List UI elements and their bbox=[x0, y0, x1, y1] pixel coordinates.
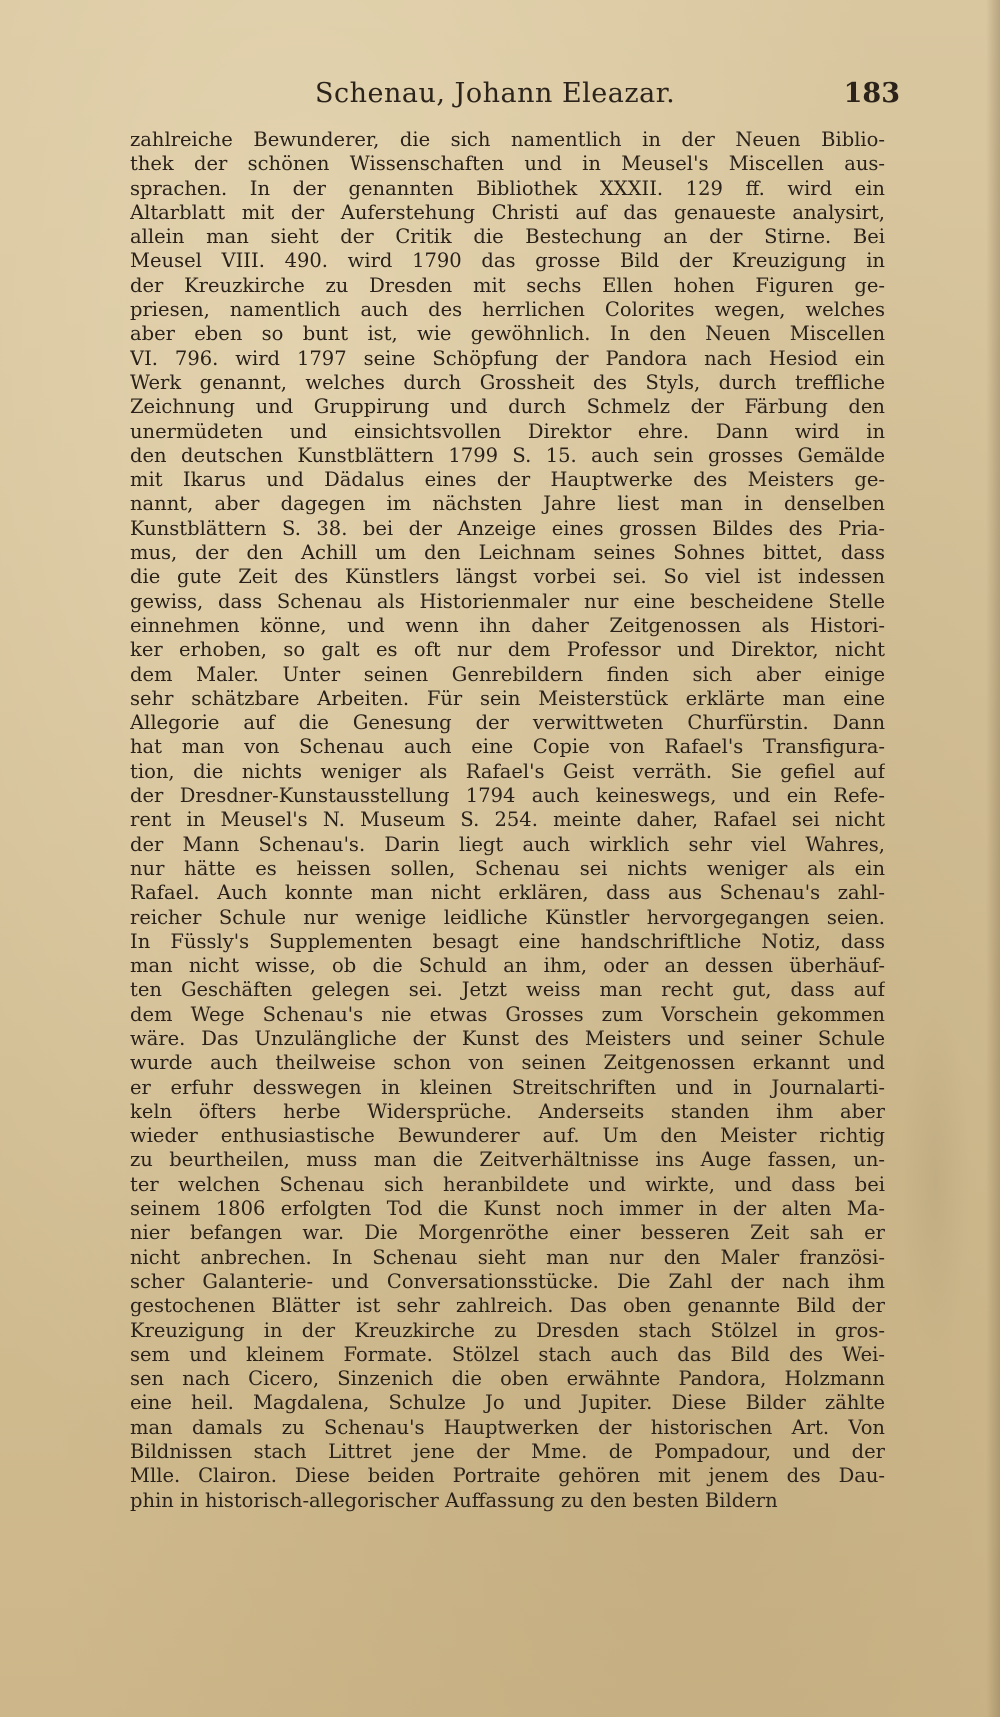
text-line: sem und kleinem Formate. Stölzel stach auch das Bild des Wei- bbox=[130, 1342, 885, 1366]
text-line: mus, der den Achill um den Leichnam seines Sohnes bittet, dass bbox=[130, 541, 885, 565]
text-line: nannt, aber dagegen im nächsten Jahre liest man in denselben bbox=[130, 492, 885, 516]
text-line: aber eben so bunt ist, wie gewöhnlich. In den Neuen Miscellen bbox=[130, 322, 885, 346]
text-line: dem Maler. Unter seinen Genrebildern finden sich aber einige bbox=[130, 662, 885, 686]
text-line: In Füssly's Supplementen besagt eine handschriftliche Notiz, dass bbox=[130, 929, 885, 953]
text-line: scher Galanterie- und Conversationsstücke. Die Zahl der nach ihm bbox=[130, 1269, 885, 1293]
text-line: der Kreuzkirche zu Dresden mit sechs Ellen hohen Figuren ge- bbox=[130, 273, 885, 297]
text-line: ker erhoben, so galt es oft nur dem Professor und Direktor, nicht bbox=[130, 638, 885, 662]
text-line: Allegorie auf die Genesung der verwittweten Churfürstin. Dann bbox=[130, 711, 885, 735]
text-line: er erfuhr desswegen in kleinen Streitschriften und in Journalarti- bbox=[130, 1075, 885, 1099]
text-line: Mlle. Clairon. Diese beiden Portraite gehören mit jenem des Dau- bbox=[130, 1464, 885, 1488]
page-header bbox=[120, 70, 900, 114]
text-line: Werk genannt, welches durch Grossheit des Styls, durch treffliche bbox=[130, 370, 885, 394]
text-line: wurde auch theilweise schon von seinen Zeitgenossen erkannt und bbox=[130, 1051, 885, 1075]
text-line: zu beurtheilen, muss man die Zeitverhältnisse ins Auge fassen, un- bbox=[130, 1148, 885, 1172]
text-line: zahlreiche Bewunderer, die sich namentlich in der Neuen Biblio- bbox=[130, 128, 885, 151]
paper-stain bbox=[900, 1000, 970, 1360]
text-line: sprachen. In der genannten Bibliothek XXXII. 129 ff. wird ein bbox=[130, 176, 885, 200]
text-line: hat man von Schenau auch eine Copie von Rafael's Transfigura- bbox=[130, 735, 885, 759]
text-line: der Mann Schenau's. Darin liegt auch wirklich sehr viel Wahres, bbox=[130, 832, 885, 856]
text-line: der Dresdner-Kunstausstellung 1794 auch keineswegs, und ein Refe- bbox=[130, 784, 885, 808]
text-line: seinem 1806 erfolgten Tod die Kunst noch immer in der alten Ma- bbox=[130, 1197, 885, 1221]
page-number: 183 bbox=[843, 78, 900, 109]
text-line: eine heil. Magdalena, Schulze Jo und Jupiter. Diese Bilder zählte bbox=[130, 1391, 885, 1415]
text-line: nicht anbrechen. In Schenau sieht man nur den Maler französi- bbox=[130, 1245, 885, 1269]
text-line: gestochenen Blätter ist sehr zahlreich. Das oben genannte Bild der bbox=[130, 1294, 885, 1318]
text-line: einnehmen könne, und wenn ihn daher Zeitgenossen als Histori- bbox=[130, 613, 885, 637]
text-line: keln öfters herbe Widersprüche. Anderseits standen ihm aber bbox=[130, 1099, 885, 1123]
text-line: gewiss, dass Schenau als Historienmaler nur eine bescheidene Stelle bbox=[130, 589, 885, 613]
text-line: nur hätte es heissen sollen, Schenau sei nichts weniger als ein bbox=[130, 856, 885, 880]
text-line: Rafael. Auch konnte man nicht erklären, dass aus Schenau's zahl- bbox=[130, 881, 885, 905]
text-line: Altarblatt mit der Auferstehung Christi auf das genaueste analysirt, bbox=[130, 200, 885, 224]
text-line: man damals zu Schenau's Hauptwerken der historischen Art. Von bbox=[130, 1415, 885, 1439]
text-line: die gute Zeit des Künstlers längst vorbei sei. So viel ist indessen bbox=[130, 565, 885, 589]
text-line: mit Ikarus und Dädalus eines der Hauptwerke des Meisters ge- bbox=[130, 468, 885, 492]
text-line: Zeichnung und Gruppirung und durch Schmelz der Färbung den bbox=[130, 395, 885, 419]
text-line: priesen, namentlich auch des herrlichen Colorites wegen, welches bbox=[130, 298, 885, 322]
text-line: unermüdeten und einsichtsvollen Direktor ehre. Dann wird in bbox=[130, 419, 885, 443]
text-line: wäre. Das Unzulängliche der Kunst des Meisters und seiner Schule bbox=[130, 1026, 885, 1050]
text-line: tion, die nichts weniger als Rafael's Geist verräth. Sie gefiel auf bbox=[130, 759, 885, 783]
text-line: den deutschen Kunstblättern 1799 S. 15. auch sein grosses Gemälde bbox=[130, 443, 885, 467]
text-line: wieder enthusiastische Bewunderer auf. Um den Meister richtig bbox=[130, 1124, 885, 1148]
text-line: nier befangen war. Die Morgenröthe einer besseren Zeit sah er bbox=[130, 1221, 885, 1245]
text-line: dem Wege Schenau's nie etwas Grosses zum Vorschein gekommen bbox=[130, 1002, 885, 1026]
running-title: Schenau, Johann Eleazar. bbox=[315, 78, 676, 109]
text-line: Kunstblättern S. 38. bei der Anzeige eines grossen Bildes des Pria- bbox=[130, 516, 885, 540]
text-line: ten Geschäften gelegen sei. Jetzt weiss man recht gut, dass auf bbox=[130, 978, 885, 1002]
page-edge-shadow bbox=[986, 0, 1000, 1717]
text-line: phin in historisch-allegorischer Auffassung zu den besten Bildern bbox=[130, 1488, 778, 1512]
text-line: Bildnissen stach Littret jene der Mme. de Pompadour, und der bbox=[130, 1440, 885, 1464]
text-line: VI. 796. wird 1797 seine Schöpfung der Pandora nach Hesiod ein bbox=[130, 346, 885, 370]
body-text bbox=[130, 128, 885, 1513]
text-line: man nicht wisse, ob die Schuld an ihm, oder an dessen überhäuf- bbox=[130, 954, 885, 978]
text-line: ter welchen Schenau sich heranbildete und wirkte, und dass bei bbox=[130, 1172, 885, 1196]
text-line: rent in Meusel's N. Museum S. 254. meinte daher, Rafael sei nicht bbox=[130, 808, 885, 832]
text-line: Kreuzigung in der Kreuzkirche zu Dresden stach Stölzel in gros- bbox=[130, 1318, 885, 1342]
text-line: thek der schönen Wissenschaften und in Meusel's Miscellen aus- bbox=[130, 152, 885, 176]
text-line: sehr schätzbare Arbeiten. Für sein Meisterstück erklärte man eine bbox=[130, 686, 885, 710]
text-line: reicher Schule nur wenige leidliche Künstler hervorgegangen seien. bbox=[130, 905, 885, 929]
text-line: Meusel VIII. 490. wird 1790 das grosse Bild der Kreuzigung in bbox=[130, 249, 885, 273]
text-line: allein man sieht der Critik die Bestechung an der Stirne. Bei bbox=[130, 225, 885, 249]
text-line: sen nach Cicero, Sinzenich die oben erwähnte Pandora, Holzmann bbox=[130, 1367, 885, 1391]
